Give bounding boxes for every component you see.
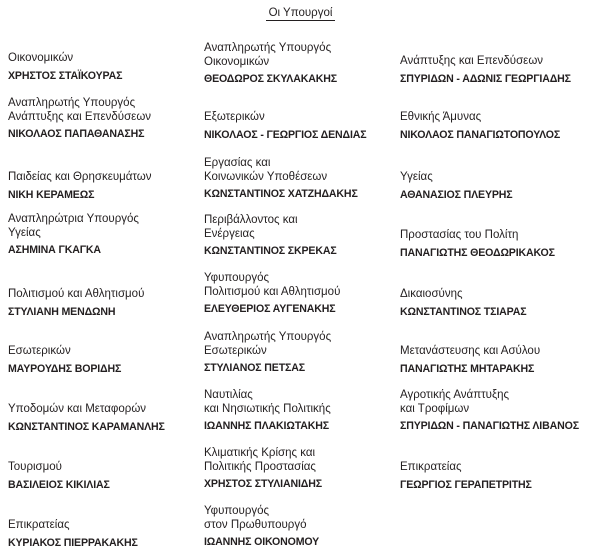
minister-name: ΝΙΚΟΛΑΟΣ ΠΑΠΑΘΑΝΑΣΗΣ (8, 128, 145, 140)
minister-entry (400, 345, 596, 376)
ministry-label: Εξωτερικών (204, 111, 265, 123)
minister-name: ΣΠΥΡΙΔΩΝ - ΠΑΝΑΓΙΩΤΗΣ ΛΙΒΑΝΟΣ (400, 420, 579, 432)
ministry-label: Αναπληρωτής Υπουργός Ανάπτυξης και Επενδύσεων (8, 97, 152, 123)
minister-name: ΝΙΚΟΛΑΟΣ - ΓΕΩΡΓΙΟΣ ΔΕΝΔΙΑΣ (204, 128, 367, 141)
ministry-label: Τουρισμού (8, 461, 62, 473)
minister-name: ΚΩΝΣΤΑΝΤΙΝΟΣ ΚΑΡΑΜΑΝΛΗΣ (8, 420, 165, 433)
minister-entry (8, 52, 204, 83)
ministry-label: Αγροτικής Ανάπτυξης και Τροφίμων (400, 389, 510, 415)
minister-name: ΝΙΚΟΛΑΟΣ ΠΑΝΑΓΙΩΤΟΠΟΥΛΟΣ (400, 128, 561, 141)
minister-name: ΠΑΝΑΓΙΩΤΗΣ ΘΕΟΔΩΡΙΚΑΚΟΣ (400, 246, 555, 259)
minister-entry (8, 345, 204, 376)
minister-entry (8, 403, 204, 434)
ministry-label: Εσωτερικών (8, 345, 71, 357)
minister-entry (400, 461, 596, 492)
ministry-label: Αναπληρωτής Υπουργός Οικονομικών (204, 42, 332, 68)
minister-entry (204, 505, 400, 549)
ministry-label: Ανάπτυξης και Επενδύσεων (400, 55, 544, 67)
minister-entry (400, 55, 596, 86)
ministry-label: Περιβάλλοντος και Ενέργειας (204, 214, 298, 240)
minister-entry (8, 288, 204, 319)
ministry-label: Δικαιοσύνης (400, 288, 463, 300)
minister-entry (8, 97, 204, 141)
minister-name: ΠΑΝΑΓΙΩΤΗΣ ΜΗΤΑΡΑΚΗΣ (400, 362, 535, 375)
minister-entry (204, 42, 400, 86)
minister-name: ΑΣΗΜΙΝΑ ΓΚΑΓΚΑ (8, 244, 101, 256)
minister-name: ΧΡΗΣΤΟΣ ΣΤΥΛΙΑΝΙΔΗΣ (204, 478, 322, 490)
minister-name: ΝΙΚΗ ΚΕΡΑΜΕΩΣ (8, 188, 95, 201)
minister-name: ΣΤΥΛΙΑΝΗ ΜΕΝΔΩΝΗ (8, 305, 116, 318)
ministry-label: Υφυπουργός Πολιτισμού και Αθλητισμού (204, 272, 341, 298)
minister-entry (400, 389, 596, 433)
ministry-label: Προστασίας του Πολίτη (400, 229, 519, 241)
ministry-label: Πολιτισμού και Αθλητισμού (8, 288, 145, 300)
minister-name: ΙΩΑΝΝΗΣ ΠΛΑΚΙΩΤΑΚΗΣ (204, 420, 329, 432)
minister-entry (204, 272, 400, 316)
minister-name: ΣΤΥΛΙΑΝΟΣ ΠΕΤΣΑΣ (204, 362, 305, 374)
minister-name: ΓΕΩΡΓΙΟΣ ΓΕΡΑΠΕΤΡΙΤΗΣ (400, 478, 532, 491)
minister-name: ΚΩΝΣΤΑΝΤΙΝΟΣ ΣΚΡΕΚΑΣ (204, 245, 337, 257)
minister-name: ΕΛΕΥΘΕΡΙΟΣ ΑΥΓΕΝΑΚΗΣ (204, 303, 336, 315)
ministry-label: Αναπληρωτής Υπουργός Εσωτερικών (204, 331, 332, 357)
minister-name: ΚΩΝΣΤΑΝΤΙΝΟΣ ΤΣΙΑΡΑΣ (400, 305, 527, 318)
page-title: Οι Υπουργοί (0, 7, 601, 20)
minister-entry (8, 519, 204, 550)
ministry-label: Μετανάστευσης και Ασύλου (400, 345, 541, 357)
ministry-label: Επικρατείας (8, 519, 70, 531)
ministry-label: Αναπληρώτρια Υπουργός Υγείας (8, 213, 139, 239)
minister-entry (400, 288, 596, 319)
ministry-label: Παιδείας και Θρησκευμάτων (8, 171, 152, 183)
minister-entry (400, 171, 596, 202)
ministry-label: Επικρατείας (400, 461, 462, 473)
ministry-label: Εργασίας και Κοινωνικών Υποθέσεων (204, 157, 328, 183)
minister-entry (400, 111, 596, 142)
ministry-label: Υποδομών και Μεταφορών (8, 403, 147, 415)
minister-name: ΧΡΗΣΤΟΣ ΣΤΑΪΚΟΥΡΑΣ (8, 69, 123, 82)
minister-name: ΘΕΟΔΩΡΟΣ ΣΚΥΛΑΚΑΚΗΣ (204, 73, 337, 85)
ministry-label: Ναυτιλίας και Νησιωτικής Πολιτικής (204, 389, 331, 415)
minister-entry (8, 213, 204, 257)
minister-name: ΑΘΑΝΑΣΙΟΣ ΠΛΕΥΡΗΣ (400, 188, 513, 201)
ministry-label: Υφυπουργός στον Πρωθυπουργό (204, 505, 307, 531)
minister-entry (8, 461, 204, 492)
minister-entry (400, 229, 596, 260)
minister-entry (204, 214, 400, 258)
minister-entry (204, 447, 400, 491)
minister-name: ΜΑΥΡΟΥΔΗΣ ΒΟΡΙΔΗΣ (8, 362, 122, 375)
ministry-label: Οικονομικών (8, 52, 74, 64)
minister-entry (204, 111, 400, 142)
ministry-label: Εθνικής Άμυνας (400, 111, 482, 123)
minister-name: ΙΩΑΝΝΗΣ ΟΙΚΟΝΟΜΟΥ (204, 536, 320, 548)
minister-entry (204, 389, 400, 433)
minister-entry (204, 331, 400, 375)
minister-entry (204, 157, 400, 201)
ministry-label: Υγείας (400, 171, 433, 183)
minister-name: ΒΑΣΙΛΕΙΟΣ ΚΙΚΙΛΙΑΣ (8, 478, 110, 491)
ministry-label: Κλιματικής Κρίσης και Πολιτικής Προστασίας (204, 447, 316, 473)
minister-name: ΚΥΡΙΑΚΟΣ ΠΙΕΡΡΑΚΑΚΗΣ (8, 536, 138, 549)
minister-name: ΚΩΝΣΤΑΝΤΙΝΟΣ ΧΑΤΖΗΔΑΚΗΣ (204, 188, 358, 200)
minister-entry (8, 171, 204, 202)
minister-name: ΣΠΥΡΙΔΩΝ - ΑΔΩΝΙΣ ΓΕΩΡΓΙΑΔΗΣ (400, 72, 571, 85)
